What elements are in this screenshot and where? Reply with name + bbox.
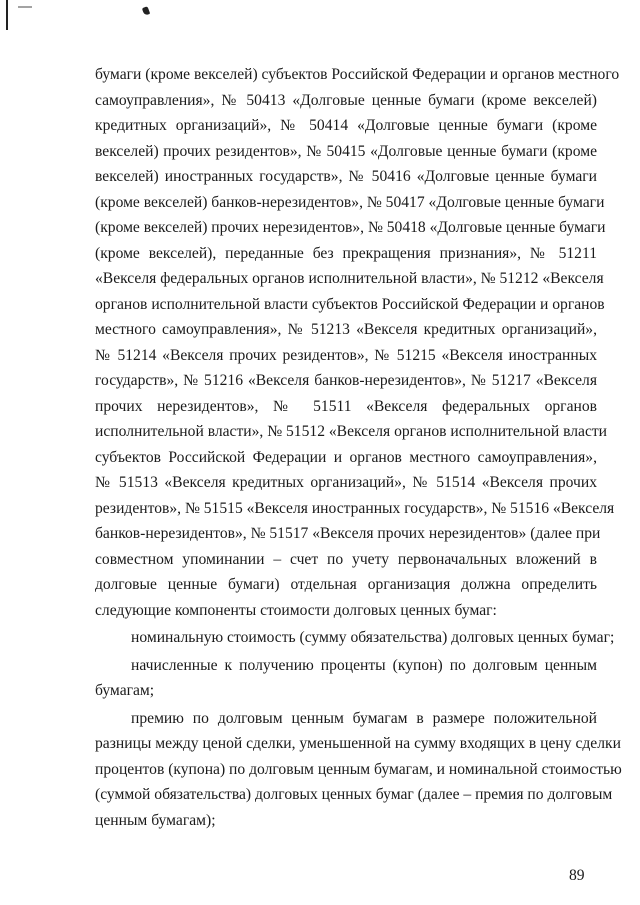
- text-line: премию по долговым ценным бумагам в размере положительной: [131, 709, 597, 727]
- text-line: местного самоуправления», № 51213 «Векселя кредитных организаций»,: [95, 321, 597, 338]
- text-line: векселей) иностранных государств», № 50416 «Долговые ценные бумаги: [95, 168, 597, 185]
- text-line: исполнительной власти», № 51512 «Векселя органов исполнительной власти: [95, 423, 608, 440]
- text-line: бумаги (кроме векселей) субъектов Российской Федерации и органов местного: [95, 66, 620, 83]
- text-line: (суммой обязательства) долговых ценных бумаг (далее – премия по долговым: [95, 786, 613, 803]
- text-line: процентов (купона) по долговым ценным бумагам, и номинальной стоимостью: [95, 760, 622, 778]
- text-line: совместном упоминании – счет по учету первоначальных вложений в: [95, 550, 597, 568]
- text-line: следующие компоненты стоимости долговых ценных бумаг:: [95, 601, 497, 619]
- text-line: долговые ценные бумаги) отдельная организация должна определить: [95, 576, 597, 593]
- text-line: субъектов Российской Федерации и органов местного самоуправления»,: [95, 448, 597, 466]
- scan-ink-mark: [142, 6, 150, 16]
- page-number: 89: [569, 867, 585, 884]
- paragraph-account-list: [95, 62, 620, 623]
- text-line: прочих нерезидентов», № 51511 «Векселя федеральных органов: [95, 397, 597, 415]
- paragraph-nominal-value: [95, 625, 615, 651]
- text-line: векселей) прочих резидентов», № 50415 «Долговые ценные бумаги (кроме: [95, 142, 597, 160]
- paragraph-accrued-interest: [95, 653, 597, 704]
- text-line: (кроме векселей) прочих нерезидентов», № 50418 «Долговые ценные бумаги: [95, 219, 606, 236]
- text-line: банков-нерезидентов», № 51517 «Векселя прочих нерезидентов» (далее при: [95, 525, 601, 542]
- text-line: резидентов», № 51515 «Векселя иностранных государств», № 51516 «Векселя: [95, 499, 615, 517]
- text-line: № 51214 «Векселя прочих резидентов», № 51215 «Векселя иностранных: [95, 346, 597, 364]
- text-line: № 51513 «Векселя кредитных организаций», № 51514 «Векселя прочих: [95, 474, 597, 491]
- text-line: разницы между ценой сделки, уменьшенной на сумму входящих в цену сделки: [95, 735, 621, 752]
- text-line: (кроме векселей), переданные без прекращения признания», № 51211: [95, 244, 597, 262]
- text-line: кредитных организаций», № 50414 «Долговые ценные бумаги (кроме: [95, 117, 597, 134]
- paragraph-premium: [95, 706, 622, 834]
- text-line: «Векселя федеральных органов исполнительной власти», № 51212 «Векселя: [95, 270, 604, 287]
- text-line: ценным бумагам);: [95, 811, 216, 829]
- text-line: номинальную стоимость (сумму обязательства) долговых ценных бумаг;: [131, 629, 615, 646]
- text-line: бумагам;: [95, 682, 155, 699]
- text-line: самоуправления», № 50413 «Долговые ценные бумаги (кроме векселей): [95, 91, 597, 109]
- text-line: начисленные к получению проценты (купон) по долговым ценным: [131, 656, 597, 674]
- text-line: (кроме векселей) банков-нерезидентов», № 50417 «Долговые ценные бумаги: [95, 193, 605, 211]
- text-line: органов исполнительной власти субъектов Российской Федерации и органов: [95, 295, 605, 313]
- document-body: [95, 62, 622, 833]
- text-line: государств», № 51216 «Векселя банков-нерезидентов», № 51217 «Векселя: [95, 372, 597, 389]
- scan-edge-mark: [6, 0, 8, 30]
- scan-speck-mark: [18, 6, 32, 8]
